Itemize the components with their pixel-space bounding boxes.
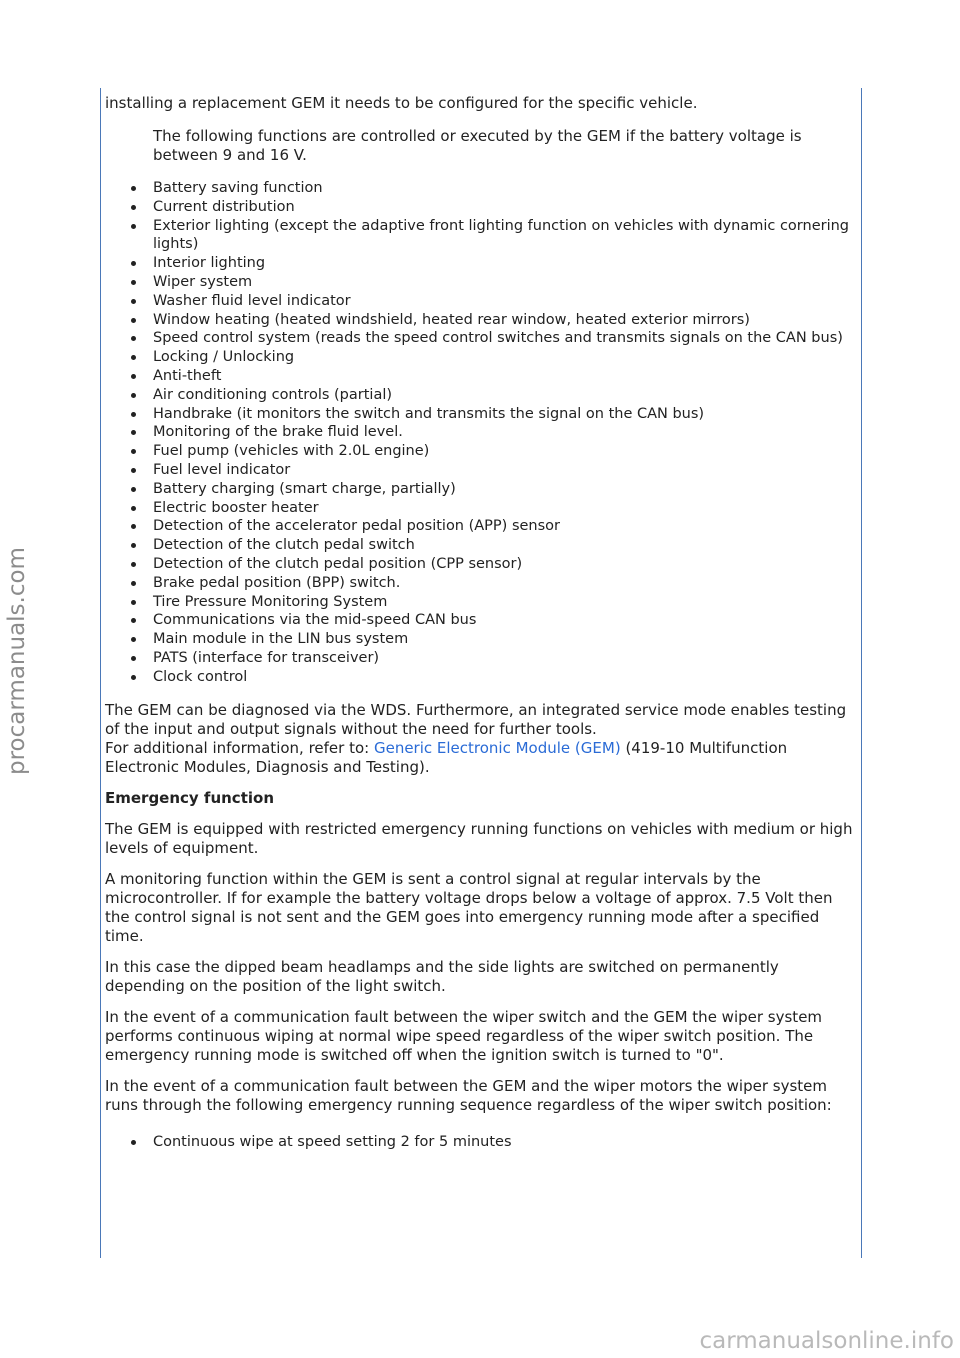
- paragraph: A monitoring function within the GEM is sent a control signal at regular intervals by the microcontroller. If for example the battery voltage drops below a voltage of approx. 7.5 Volt then the control signal is not sent and the GEM goes into emergency running mode after a specified time.: [105, 869, 833, 945]
- lead-text: The following functions are controlled or executed by the GEM if the battery voltage is between 9 and 16 V.: [153, 127, 802, 164]
- list-item: Monitoring of the brake fluid level.: [105, 423, 857, 442]
- list-item: Battery charging (smart charge, partially): [105, 480, 857, 499]
- list-item: Clock control: [105, 668, 857, 687]
- reference-suffix: (419-10 Multifunction Electronic Modules, Diagnosis and Testing).: [105, 738, 788, 776]
- manual-page: [100, 88, 862, 1258]
- list-item: Detection of the clutch pedal position (CPP sensor): [105, 555, 857, 574]
- list-item: Brake pedal position (BPP) switch.: [105, 574, 857, 593]
- paragraph: The GEM is equipped with restricted emergency running functions on vehicles with medium or high levels of equipment.: [105, 819, 853, 857]
- list-item: Interior lighting: [105, 254, 857, 273]
- list-item: Speed control system (reads the speed control switches and transmits signals on the CAN bus): [105, 329, 857, 348]
- diagnosis-text: The GEM can be diagnosed via the WDS. Furthermore, an integrated service mode enables testing of the input and output signals without the need for further tools.: [105, 700, 847, 738]
- list-item: Fuel level indicator: [105, 461, 857, 480]
- diagnosis-paragraph: [105, 701, 857, 777]
- list-item: PATS (interface for transceiver): [105, 649, 857, 668]
- list-item: Wiper system: [105, 273, 857, 292]
- paragraph: In the event of a communication fault between the GEM and the wiper motors the wiper system runs through the following emergency running sequence regardless of the wiper switch position:: [105, 1076, 832, 1114]
- list-item: Communications via the mid-speed CAN bus: [105, 611, 857, 630]
- list-item: Anti-theft: [105, 367, 857, 386]
- intro-text: installing a replacement GEM it needs to be configured for the specific vehicle.: [105, 94, 698, 112]
- gem-reference-link[interactable]: Generic Electronic Module (GEM): [373, 738, 621, 757]
- emergency-sequence-list: [105, 1133, 857, 1152]
- paragraph: In the event of a communication fault between the wiper switch and the GEM the wiper system performs continuous wiping at normal wipe speed regardless of the wiper switch position. The emergency running mode is switched off when the ignition switch is turned to "0".: [105, 1007, 823, 1064]
- list-item: Detection of the accelerator pedal position (APP) sensor: [105, 517, 857, 536]
- section-heading: Emergency function: [105, 788, 274, 807]
- list-item: Window heating (heated windshield, heated rear window, heated exterior mirrors): [105, 311, 857, 330]
- page-content: [105, 94, 857, 1165]
- reference-prefix: For additional information, refer to:: [105, 738, 374, 757]
- list-item: Current distribution: [105, 198, 857, 217]
- list-item: Electric booster heater: [105, 499, 857, 518]
- list-item: Continuous wipe at speed setting 2 for 5 minutes: [105, 1133, 857, 1152]
- function-list: [105, 179, 857, 687]
- list-item: Tire Pressure Monitoring System: [105, 593, 857, 612]
- list-item: Handbrake (it monitors the switch and transmits the signal on the CAN bus): [105, 405, 857, 424]
- list-item: Fuel pump (vehicles with 2.0L engine): [105, 442, 857, 461]
- paragraph: In this case the dipped beam headlamps and the side lights are switched on permanently depending on the position of the light switch.: [105, 957, 779, 995]
- list-item: Detection of the clutch pedal switch: [105, 536, 857, 555]
- list-item: Locking / Unlocking: [105, 348, 857, 367]
- list-item: Washer fluid level indicator: [105, 292, 857, 311]
- bottom-watermark: carmanualsonline.info: [699, 1328, 954, 1354]
- list-item: Main module in the LIN bus system: [105, 630, 857, 649]
- list-item: Air conditioning controls (partial): [105, 386, 857, 405]
- list-item: Exterior lighting (except the adaptive front lighting function on vehicles with dynamic cornering lights): [105, 217, 857, 255]
- side-watermark: procarmanuals.com: [4, 547, 30, 775]
- list-item: Battery saving function: [105, 179, 857, 198]
